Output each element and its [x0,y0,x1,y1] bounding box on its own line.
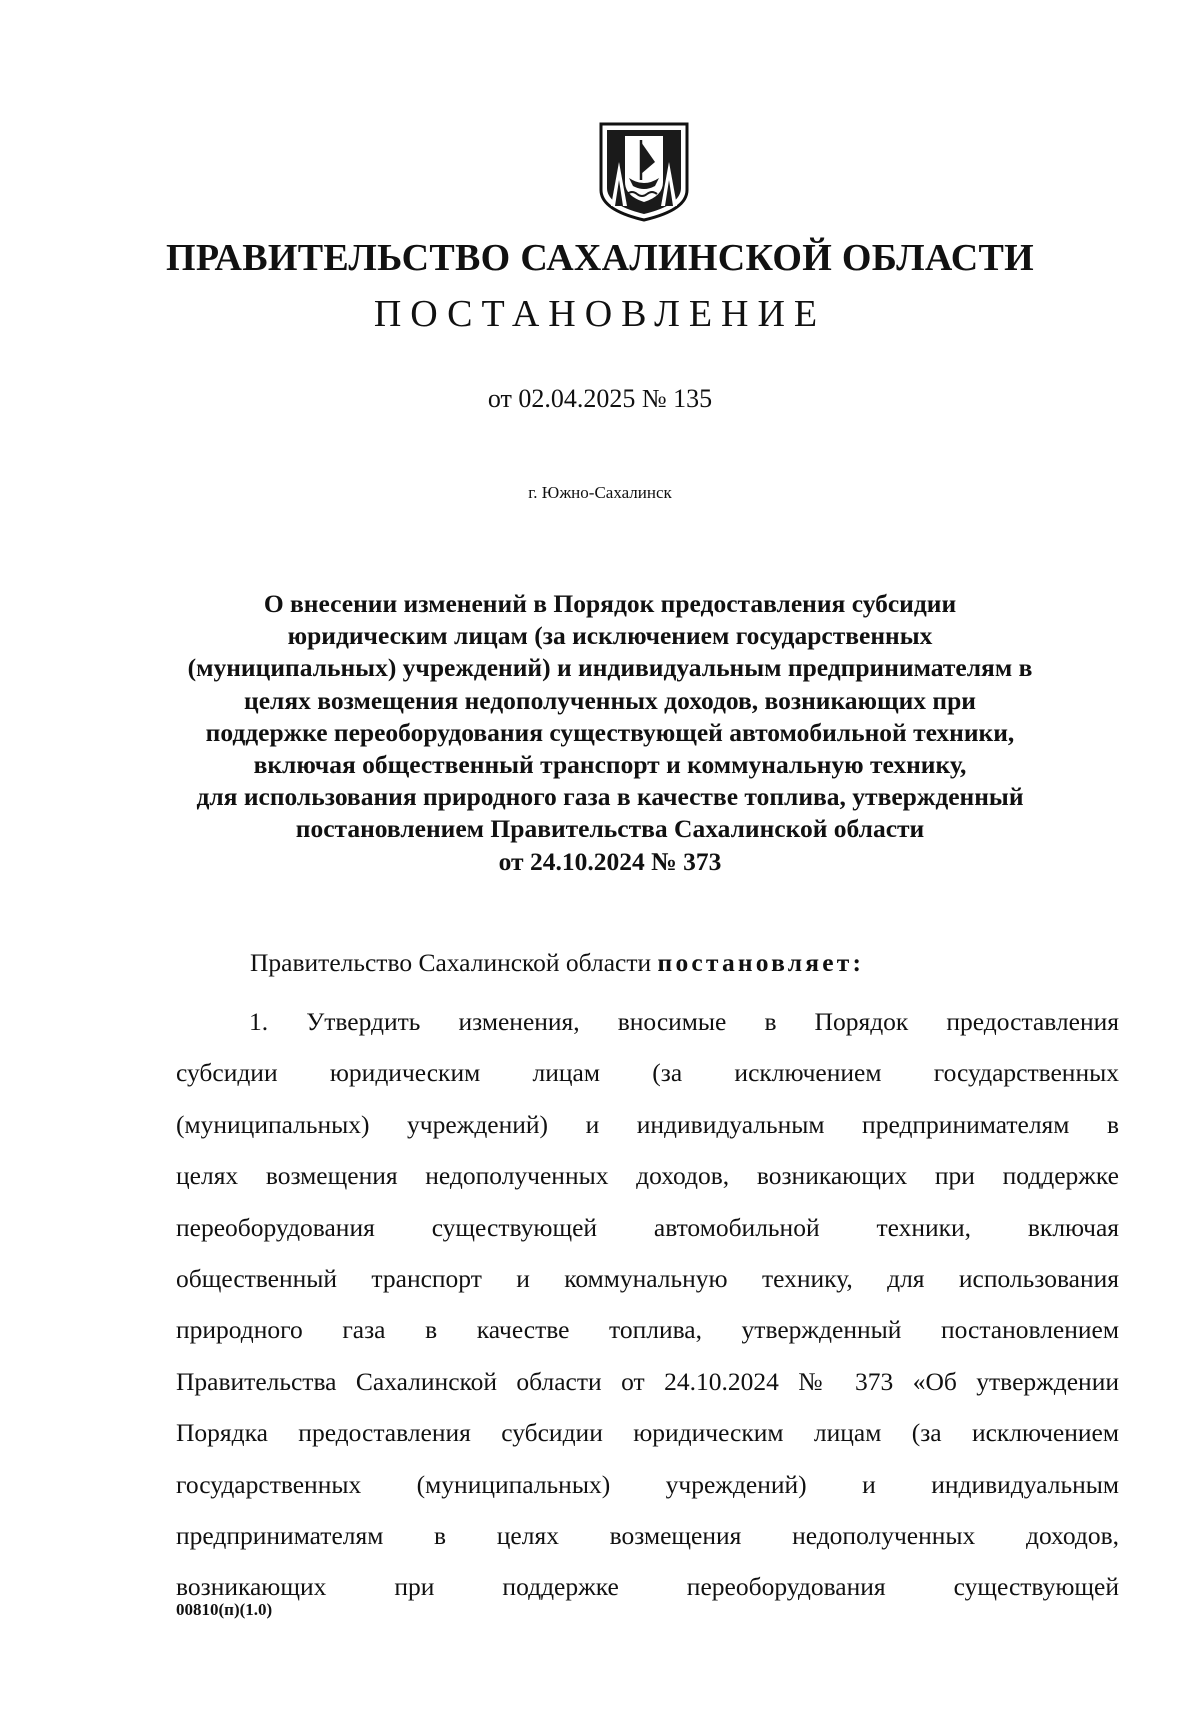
body-line: предпринимателям в целях возмещения недополученных доходов, [176,1520,1119,1550]
title-line: целях возмещения недополученных доходов, возникающих при [244,685,976,715]
body-line: субсидии юридическим лицам (за исключением государственных [176,1058,1119,1088]
body-line: целях возмещения недополученных доходов, возникающих при поддержке [176,1161,1119,1191]
title-line: постановлением Правительства Сахалинской области [295,814,925,844]
title-line: О внесении изменений в Порядок предоставления субсидии [263,589,957,618]
org-name: ПРАВИТЕЛЬСТВО САХАЛИНСКОЙ ОБЛАСТИ [166,237,1034,279]
document-type: ПОСТАНОВЛЕНИЕ [373,293,827,335]
body-line: природного газа в качестве топлива, утвержденный постановлением [176,1315,1119,1345]
title-line: включая общественный транспорт и коммунальную технику, [253,750,967,780]
body-line: Правительства Сахалинской области от 24.10.2024 № 373 «Об утверждении [176,1366,1119,1396]
form-code: 00810(п)(1.0) [176,1600,273,1619]
coat-of-arms-icon [597,122,691,222]
decree-word: постановляет: [657,948,865,977]
body-line: общественный транспорт и коммунальную технику, для использования [176,1263,1119,1293]
document-title [160,588,1060,878]
preamble [250,945,864,981]
body-line: возникающих при поддержке переоборудования существующей [176,1572,1119,1602]
body-line: Порядка предоставления субсидии юридическим лицам (за исключением [176,1418,1119,1448]
body-line: (муниципальных) учреждений) и индивидуальным предпринимателям в [176,1109,1119,1139]
preamble-text: Правительство Сахалинской области [250,948,652,977]
title-line: юридическим лицам (за исключением государственных [287,621,933,651]
title-line: от 24.10.2024 № 373 [498,846,722,876]
body-line: переоборудования существующей автомобильной техники, включая [176,1212,1119,1242]
title-line: для использования природного газа в качестве топлива, утвержденный [196,782,1024,812]
body-line: государственных (муниципальных) учреждений) и индивидуальным [176,1469,1119,1499]
title-line: поддержке переоборудования существующей автомобильной техники, [205,717,1015,747]
body-line: 1. Утвердить изменения, вносимые в Порядок предоставления [249,1007,1119,1036]
document-date-number: от 02.04.2025 № 135 [487,384,713,413]
document-city: г. Южно-Сахалинск [528,483,672,502]
body-text [176,996,1119,1613]
title-line: (муниципальных) учреждений) и индивидуальным предпринимателям в [187,653,1033,683]
